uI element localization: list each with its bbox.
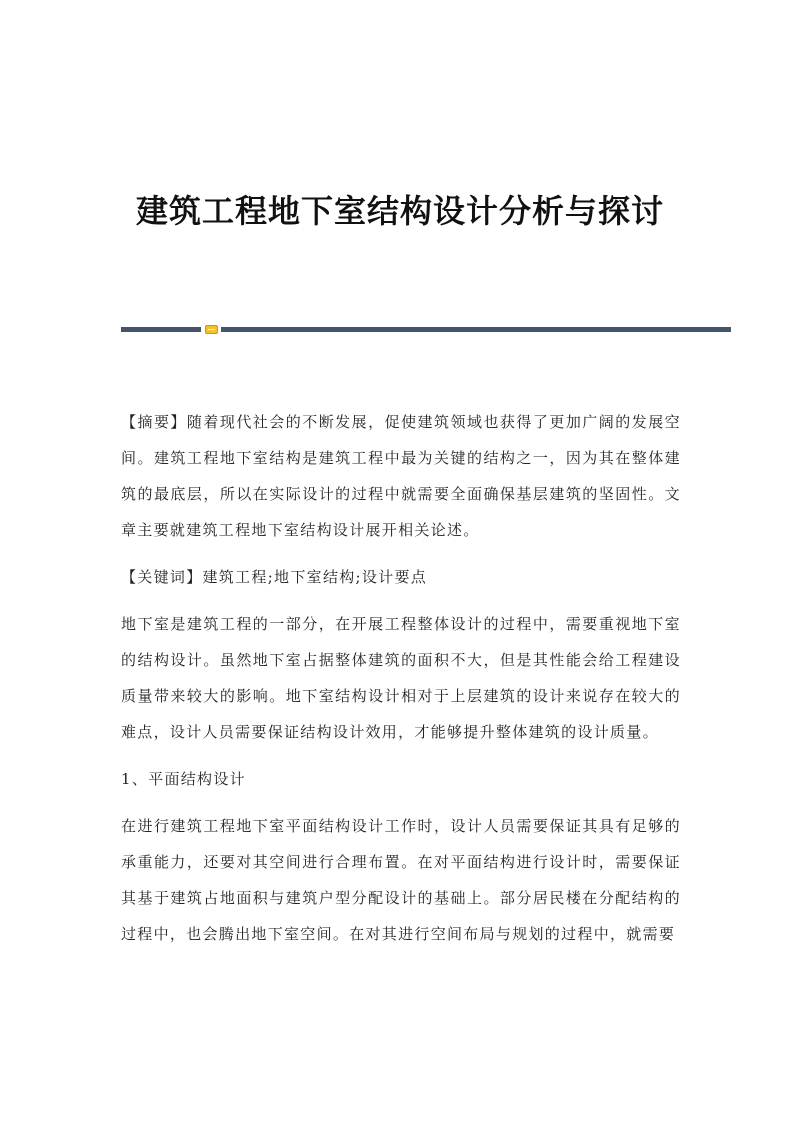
divider-ornament-icon xyxy=(205,325,218,334)
section-heading: 1、平面结构设计 xyxy=(121,770,246,788)
keywords-paragraph: 【关键词】建筑工程;地下室结构;设计要点 xyxy=(121,568,428,586)
divider-bar-left xyxy=(121,327,201,332)
document-title: 建筑工程地下室结构设计分析与探讨 xyxy=(135,192,664,230)
title-divider xyxy=(121,325,731,333)
abstract-paragraph: 【摘要】随着现代社会的不断发展，促使建筑领域也获得了更加广阔的发展空间。建筑工程地下室结构是建筑工程中最为关键的结构之一，因为其在整体建筑的最底层，所以在实际设计的过程中就需要全面确保基层建筑的坚固性。文章主要就建筑工程地下室结构设计展开相关论述。 xyxy=(121,413,681,539)
divider-bar-right xyxy=(221,327,731,332)
document-body xyxy=(121,404,681,963)
intro-paragraph: 地下室是建筑工程的一部分，在开展工程整体设计的过程中，需要重视地下室的结构设计。虽然地下室占据整体建筑的面积不大，但是其性能会给工程建设质量带来较大的影响。地下室结构设计相对于上层建筑的设计来说存在较大的难点，设计人员需要保证结构设计效用，才能够提升整体建筑的设计质量。 xyxy=(121,615,681,741)
section-paragraph: 在进行建筑工程地下室平面结构设计工作时，设计人员需要保证其具有足够的承重能力，还要对其空间进行合理布置。在对平面结构进行设计时，需要保证其基于建筑占地面积与建筑户型分配设计的基础上。部分居民楼在分配结构的过程中，也会腾出地下室空间。在对其进行空间布局与规划的过程中，就需要 xyxy=(121,817,681,943)
